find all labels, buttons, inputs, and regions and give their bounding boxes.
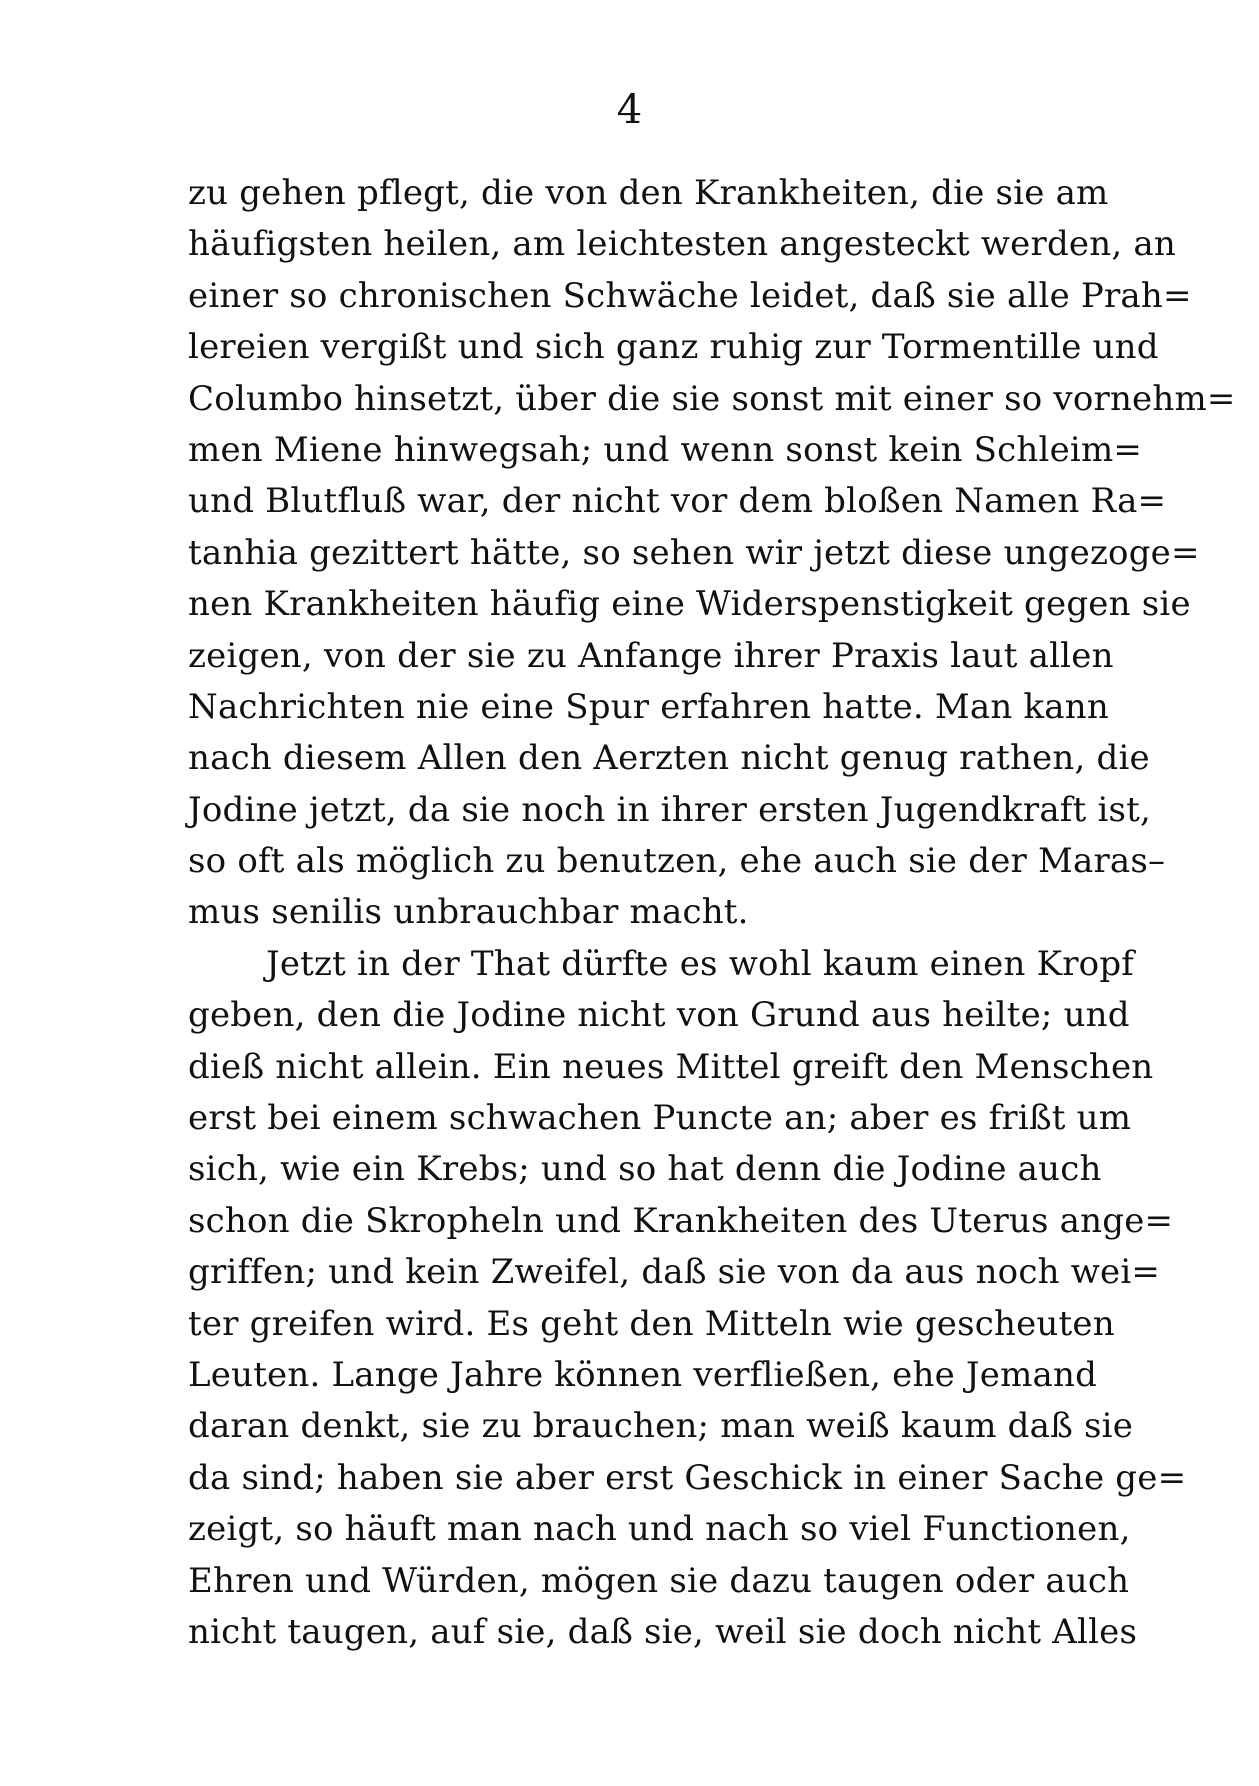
text-line: lereien vergißt und sich ganz ruhig zur Tormentille und bbox=[188, 327, 1159, 368]
text-line: zu gehen pflegt, die von den Krankheiten, die sie am bbox=[188, 173, 1109, 213]
text-line: men Miene hinwegsah; und wenn sonst kein Schleim= bbox=[188, 429, 1143, 470]
text-line: erst bei einem schwachen Puncte an; aber es frißt um bbox=[188, 1098, 1132, 1139]
text-line: häufigsten heilen, am leichtesten angesteckt werden, an bbox=[188, 224, 1176, 265]
text-line: zeigt, so häuft man nach und nach so viel Functionen, bbox=[188, 1509, 1131, 1550]
text-line: zeigen, von der sie zu Anfange ihrer Praxis laut allen bbox=[188, 635, 1114, 676]
text-line: nach diesem Allen den Aerzten nicht genug rathen, die bbox=[188, 738, 1150, 779]
text-line: Nachrichten nie eine Spur erfahren hatte. Man kann bbox=[188, 686, 1109, 727]
text-line: Jetzt in der That dürfte es wohl kaum einen Kropf bbox=[266, 943, 1135, 984]
text-line: einer so chronischen Schwäche leidet, daß sie alle Prah= bbox=[188, 275, 1192, 316]
text-line: griffen; und kein Zweifel, daß sie von da aus noch wei= bbox=[188, 1252, 1161, 1293]
text-line: nicht taugen, auf sie, daß sie, weil sie doch nicht Alles bbox=[188, 1611, 1138, 1652]
text-line: da sind; haben sie aber erst Geschick in einer Sache ge= bbox=[188, 1457, 1187, 1498]
text-line: Columbo hinsetzt, über die sie sonst mit einer so vornehm= bbox=[188, 378, 1236, 419]
text-line: so oft als möglich zu benutzen, ehe auch sie der Maras– bbox=[188, 841, 1166, 882]
body-text bbox=[188, 168, 1236, 1658]
text-line: und Blutfluß war, der nicht vor dem bloßen Namen Ra= bbox=[188, 481, 1167, 522]
text-line: mus senilis unbrauchbar macht. bbox=[188, 892, 749, 933]
text-line: ter greifen wird. Es geht den Mitteln wie gescheuten bbox=[188, 1303, 1115, 1344]
text-line: Ehren und Würden, mögen sie dazu taugen oder auch bbox=[188, 1560, 1130, 1601]
text-line: sich, wie ein Krebs; und so hat denn die Jodine auch bbox=[188, 1149, 1102, 1190]
text-line: schon die Skropheln und Krankheiten des Uterus ange= bbox=[188, 1200, 1174, 1241]
text-line: geben, den die Jodine nicht von Grund aus heilte; und bbox=[188, 995, 1130, 1036]
text-line: tanhia gezittert hätte, so sehen wir jetzt diese ungezoge= bbox=[188, 532, 1200, 573]
text-line: nen Krankheiten häufig eine Widerspenstigkeit gegen sie bbox=[188, 584, 1191, 625]
text-line: Jodine jetzt, da sie noch in ihrer ersten Jugendkraft ist, bbox=[188, 789, 1152, 830]
text-line: daran denkt, sie zu brauchen; man weiß kaum daß sie bbox=[188, 1406, 1134, 1447]
text-line: Leuten. Lange Jahre können verfließen, ehe Jemand bbox=[188, 1354, 1098, 1395]
text-line: dieß nicht allein. Ein neues Mittel greift den Menschen bbox=[188, 1046, 1154, 1087]
page-number: 4 bbox=[616, 87, 643, 133]
